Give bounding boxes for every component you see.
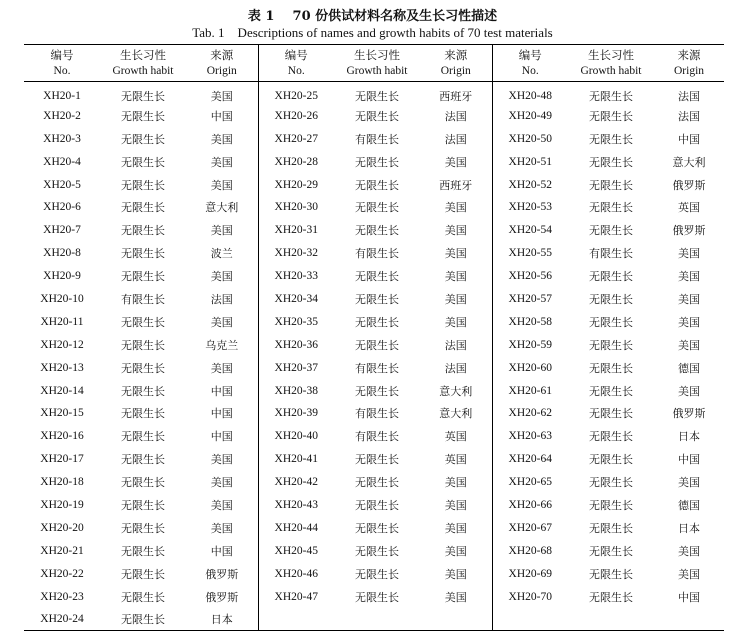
cell-no: XH20-62 bbox=[508, 407, 552, 420]
cell-habit: 无限生长 bbox=[121, 544, 165, 558]
table-row bbox=[24, 585, 724, 608]
header-row bbox=[24, 45, 724, 82]
cell-origin: 德国 bbox=[678, 498, 700, 512]
cell-habit: 无限生长 bbox=[355, 109, 399, 123]
header-origin bbox=[420, 45, 492, 82]
cell-no: XH20-41 bbox=[274, 453, 318, 466]
cell-origin: 英国 bbox=[420, 425, 492, 448]
cell-origin: 法国 bbox=[678, 90, 700, 104]
cell-origin: 中国 bbox=[678, 132, 700, 146]
table-row bbox=[24, 82, 724, 105]
cell-habit: 无限生长 bbox=[355, 292, 399, 306]
table-row bbox=[24, 379, 724, 402]
cell-habit: 无限生长 bbox=[355, 384, 399, 398]
cell-habit: 无限生长 bbox=[121, 384, 165, 398]
cell-habit: 无限生长 bbox=[355, 498, 399, 512]
cell-no: XH20-61 bbox=[508, 384, 552, 397]
cell-habit: 无限生长 bbox=[589, 498, 633, 512]
cell-no: XH20-13 bbox=[40, 361, 84, 374]
cell-no: XH20-60 bbox=[508, 361, 552, 374]
cell-origin: 美国 bbox=[420, 288, 492, 311]
cell-habit: 无限生长 bbox=[355, 201, 399, 215]
cell-no: XH20-64 bbox=[508, 453, 552, 466]
cell-no: XH20-58 bbox=[508, 315, 552, 328]
cell-no: XH20-3 bbox=[43, 132, 81, 145]
cell-habit: 无限生长 bbox=[355, 590, 399, 604]
cell-no: XH20-55 bbox=[508, 247, 552, 260]
header-origin-en: Origin bbox=[440, 64, 471, 77]
cell-no: XH20-16 bbox=[40, 430, 84, 443]
cell-habit: 无限生长 bbox=[121, 338, 165, 352]
cell-no: XH20-44 bbox=[274, 521, 318, 534]
cell-habit: 无限生长 bbox=[121, 590, 165, 604]
cell-origin: 美国 bbox=[678, 544, 700, 558]
cell-no: XH20-54 bbox=[508, 224, 552, 237]
header-origin-en: Origin bbox=[206, 64, 237, 77]
cell-habit: 无限生长 bbox=[589, 384, 633, 398]
cell-no: XH20-27 bbox=[274, 132, 318, 145]
cell-no: XH20-68 bbox=[508, 544, 552, 557]
cell-no: XH20-12 bbox=[40, 338, 84, 351]
cell-origin: 英国 bbox=[678, 201, 700, 215]
cell-origin: 美国 bbox=[186, 494, 258, 517]
cell-habit: 无限生长 bbox=[589, 90, 633, 104]
cell-origin: 意大利 bbox=[186, 196, 258, 219]
cell-habit: 无限生长 bbox=[589, 132, 633, 146]
cell-no: XH20-35 bbox=[274, 315, 318, 328]
cell-origin: 中国 bbox=[186, 402, 258, 425]
cell-no: XH20-10 bbox=[40, 292, 84, 305]
cell-habit: 无限生长 bbox=[589, 270, 633, 284]
cell-no: XH20-17 bbox=[40, 453, 84, 466]
cell-origin: 俄罗斯 bbox=[672, 178, 706, 192]
table-row bbox=[24, 310, 724, 333]
cell-habit: 无限生长 bbox=[589, 544, 633, 558]
table-row bbox=[24, 196, 724, 219]
cell-habit: 无限生长 bbox=[355, 453, 399, 467]
cell-origin: 美国 bbox=[186, 219, 258, 242]
cell-origin: 美国 bbox=[186, 127, 258, 150]
cell-origin: 美国 bbox=[186, 471, 258, 494]
cell-habit: 无限生长 bbox=[121, 132, 165, 146]
cell-habit: 有限生长 bbox=[355, 430, 399, 444]
cell-no: XH20-34 bbox=[274, 292, 318, 305]
cell-habit: 有限生长 bbox=[355, 407, 399, 421]
cell-origin: 美国 bbox=[678, 315, 700, 329]
table-row bbox=[24, 356, 724, 379]
cell-no: XH20-2 bbox=[43, 109, 81, 122]
cell-no: XH20-69 bbox=[508, 567, 552, 580]
cell-origin: 美国 bbox=[186, 448, 258, 471]
cell-origin: 西班牙 bbox=[420, 82, 492, 105]
cell-origin: 西班牙 bbox=[420, 173, 492, 196]
cell-habit: 无限生长 bbox=[589, 109, 633, 123]
cell-origin: 美国 bbox=[420, 196, 492, 219]
cell-origin: 中国 bbox=[678, 453, 700, 467]
cell-habit: 无限生长 bbox=[589, 338, 633, 352]
cell-habit: 无限生长 bbox=[355, 544, 399, 558]
cell-habit: 无限生长 bbox=[121, 178, 165, 192]
cell-habit: 有限生长 bbox=[355, 361, 399, 375]
cell-no: XH20-46 bbox=[274, 567, 318, 580]
cell-origin: 美国 bbox=[420, 242, 492, 265]
cell-habit: 无限生长 bbox=[589, 430, 633, 444]
cell-no: XH20-59 bbox=[508, 338, 552, 351]
cell-no: XH20-70 bbox=[508, 590, 552, 603]
cell-no: XH20-40 bbox=[274, 430, 318, 443]
table-body bbox=[24, 82, 724, 631]
cell-no: XH20-5 bbox=[43, 178, 81, 191]
cell-origin: 美国 bbox=[186, 356, 258, 379]
cell-origin: 中国 bbox=[186, 379, 258, 402]
cell-origin: 法国 bbox=[420, 127, 492, 150]
cell-habit: 无限生长 bbox=[589, 292, 633, 306]
cell-habit: 无限生长 bbox=[355, 270, 399, 284]
cell-habit: 无限生长 bbox=[121, 453, 165, 467]
cell-habit: 无限生长 bbox=[121, 430, 165, 444]
cell-origin: 意大利 bbox=[420, 402, 492, 425]
header-habit-en: Growth habit bbox=[580, 64, 642, 77]
header-origin bbox=[186, 45, 258, 82]
cell-habit: 无限生长 bbox=[121, 567, 165, 581]
cell-origin: 美国 bbox=[186, 173, 258, 196]
table-row bbox=[24, 333, 724, 356]
header-no bbox=[492, 45, 568, 82]
materials-table bbox=[24, 44, 724, 631]
cell-habit: 无限生长 bbox=[355, 224, 399, 238]
header-origin-cn: 来源 bbox=[444, 47, 468, 62]
cell-origin: 美国 bbox=[678, 247, 700, 261]
header-habit-en: Growth habit bbox=[112, 64, 174, 77]
cell-habit: 有限生长 bbox=[355, 247, 399, 261]
cell-habit: 无限生长 bbox=[589, 201, 633, 215]
table-row bbox=[24, 608, 724, 631]
table-row bbox=[24, 127, 724, 150]
cell-origin: 美国 bbox=[420, 494, 492, 517]
table-row bbox=[24, 516, 724, 539]
table-row bbox=[24, 402, 724, 425]
cell-origin: 美国 bbox=[420, 150, 492, 173]
cell-habit: 无限生长 bbox=[589, 567, 633, 581]
cell-habit: 无限生长 bbox=[121, 90, 165, 104]
cell-habit: 无限生长 bbox=[355, 521, 399, 535]
cell-origin: 美国 bbox=[678, 384, 700, 398]
cell-empty bbox=[334, 608, 420, 631]
cell-origin: 中国 bbox=[186, 539, 258, 562]
cell-no: XH20-11 bbox=[40, 315, 84, 328]
cell-origin: 波兰 bbox=[186, 242, 258, 265]
cell-no: XH20-15 bbox=[40, 407, 84, 420]
header-no bbox=[24, 45, 100, 82]
header-no-en: No. bbox=[287, 64, 305, 77]
cell-no: XH20-20 bbox=[40, 521, 84, 534]
cell-no: XH20-50 bbox=[508, 132, 552, 145]
cell-origin: 意大利 bbox=[420, 379, 492, 402]
cell-no: XH20-42 bbox=[274, 476, 318, 489]
table-row bbox=[24, 288, 724, 311]
header-origin bbox=[654, 45, 724, 82]
table-row bbox=[24, 494, 724, 517]
header-habit bbox=[100, 45, 186, 82]
cell-no: XH20-45 bbox=[274, 544, 318, 557]
cell-origin: 意大利 bbox=[672, 155, 706, 169]
cell-origin: 美国 bbox=[678, 567, 700, 581]
cell-origin: 美国 bbox=[420, 219, 492, 242]
table-row bbox=[24, 562, 724, 585]
cell-no: XH20-8 bbox=[43, 247, 81, 260]
cell-origin: 法国 bbox=[678, 109, 700, 123]
cell-habit: 无限生长 bbox=[121, 361, 165, 375]
cell-origin: 美国 bbox=[420, 265, 492, 288]
cell-habit: 无限生长 bbox=[355, 155, 399, 169]
cell-no: XH20-48 bbox=[508, 90, 552, 103]
cell-no: XH20-30 bbox=[274, 201, 318, 214]
cell-habit: 无限生长 bbox=[355, 476, 399, 490]
table-row bbox=[24, 265, 724, 288]
cell-habit: 无限生长 bbox=[589, 178, 633, 192]
cell-no: XH20-67 bbox=[508, 521, 552, 534]
cell-no: XH20-1 bbox=[43, 90, 81, 103]
cell-no: XH20-4 bbox=[43, 155, 81, 168]
cell-origin: 美国 bbox=[186, 516, 258, 539]
cell-origin: 美国 bbox=[420, 471, 492, 494]
cell-origin: 中国 bbox=[186, 425, 258, 448]
cell-origin: 法国 bbox=[186, 288, 258, 311]
cell-no: XH20-6 bbox=[43, 201, 81, 214]
cell-origin: 德国 bbox=[678, 361, 700, 375]
cell-habit: 无限生长 bbox=[121, 224, 165, 238]
cell-no: XH20-18 bbox=[40, 476, 84, 489]
header-no bbox=[258, 45, 334, 82]
cell-habit: 无限生长 bbox=[355, 338, 399, 352]
cell-no: XH20-43 bbox=[274, 498, 318, 511]
cell-habit: 无限生长 bbox=[589, 315, 633, 329]
cell-no: XH20-32 bbox=[274, 247, 318, 260]
table-title-en: Tab. 1 Descriptions of names and growth habits of 70 test materials bbox=[192, 25, 553, 40]
cell-no: XH20-52 bbox=[508, 178, 552, 191]
cell-origin: 美国 bbox=[678, 476, 700, 490]
cell-no: XH20-63 bbox=[508, 430, 552, 443]
header-habit bbox=[334, 45, 420, 82]
cell-habit: 无限生长 bbox=[121, 476, 165, 490]
header-origin-cn: 来源 bbox=[210, 47, 234, 62]
cell-habit: 无限生长 bbox=[121, 155, 165, 169]
cell-habit: 无限生长 bbox=[121, 521, 165, 535]
cell-no: XH20-31 bbox=[274, 224, 318, 237]
cell-habit: 无限生长 bbox=[121, 315, 165, 329]
cell-no: XH20-66 bbox=[508, 498, 552, 511]
cell-empty bbox=[654, 608, 724, 631]
header-origin-en: Origin bbox=[673, 64, 705, 77]
cell-habit: 无限生长 bbox=[355, 90, 399, 104]
table-row bbox=[24, 104, 724, 127]
cell-habit: 无限生长 bbox=[355, 178, 399, 192]
cell-origin: 美国 bbox=[186, 265, 258, 288]
cell-origin: 俄罗斯 bbox=[672, 224, 706, 238]
cell-no: XH20-36 bbox=[274, 338, 318, 351]
cell-habit: 无限生长 bbox=[355, 315, 399, 329]
cell-origin: 美国 bbox=[420, 585, 492, 608]
header-no-cn: 编号 bbox=[284, 47, 308, 62]
cell-origin: 俄罗斯 bbox=[186, 585, 258, 608]
header-no-en: No. bbox=[53, 64, 71, 77]
cell-origin: 美国 bbox=[186, 150, 258, 173]
cell-origin: 中国 bbox=[678, 590, 700, 604]
cell-origin: 美国 bbox=[420, 516, 492, 539]
cell-empty bbox=[568, 608, 654, 631]
header-origin-cn: 来源 bbox=[677, 47, 701, 62]
cell-habit: 无限生长 bbox=[589, 590, 633, 604]
table-title-cn: 表 1 70 份供试材料名称及生长习性描述 bbox=[247, 9, 498, 24]
header-no-cn: 编号 bbox=[518, 47, 542, 62]
cell-no: XH20-23 bbox=[40, 590, 84, 603]
cell-habit: 无限生长 bbox=[121, 201, 165, 215]
table-row bbox=[24, 471, 724, 494]
cell-no: XH20-24 bbox=[40, 613, 84, 626]
cell-origin: 美国 bbox=[678, 270, 700, 284]
cell-origin: 乌克兰 bbox=[186, 333, 258, 356]
cell-no: XH20-7 bbox=[43, 224, 81, 237]
cell-origin: 俄罗斯 bbox=[186, 562, 258, 585]
cell-empty bbox=[258, 608, 334, 631]
header-habit-en: Growth habit bbox=[346, 64, 408, 77]
cell-no: XH20-56 bbox=[508, 270, 552, 283]
cell-habit: 无限生长 bbox=[121, 498, 165, 512]
cell-no: XH20-25 bbox=[274, 90, 318, 103]
table-row bbox=[24, 242, 724, 265]
table-row bbox=[24, 219, 724, 242]
cell-no: XH20-22 bbox=[40, 567, 84, 580]
table-row bbox=[24, 539, 724, 562]
cell-origin: 美国 bbox=[678, 338, 700, 352]
cell-no: XH20-53 bbox=[508, 201, 552, 214]
cell-no: XH20-28 bbox=[274, 155, 318, 168]
cell-no: XH20-33 bbox=[274, 270, 318, 283]
cell-habit: 有限生长 bbox=[355, 132, 399, 146]
cell-no: XH20-47 bbox=[274, 590, 318, 603]
header-no-cn: 编号 bbox=[50, 47, 74, 62]
header-habit-cn: 生长习性 bbox=[354, 47, 400, 62]
cell-no: XH20-19 bbox=[40, 498, 84, 511]
cell-habit: 无限生长 bbox=[589, 521, 633, 535]
cell-habit: 无限生长 bbox=[121, 613, 165, 627]
cell-no: XH20-57 bbox=[508, 292, 552, 305]
cell-origin: 美国 bbox=[678, 292, 700, 306]
cell-origin: 俄罗斯 bbox=[672, 407, 706, 421]
header-habit-cn: 生长习性 bbox=[588, 47, 634, 62]
cell-origin: 法国 bbox=[420, 333, 492, 356]
cell-no: XH20-26 bbox=[274, 109, 318, 122]
header-habit bbox=[568, 45, 654, 82]
table-row bbox=[24, 173, 724, 196]
cell-origin: 法国 bbox=[420, 104, 492, 127]
cell-origin: 中国 bbox=[186, 104, 258, 127]
cell-origin: 美国 bbox=[420, 310, 492, 333]
cell-no: XH20-51 bbox=[508, 155, 552, 168]
header-no-en: No. bbox=[521, 64, 539, 77]
table-row bbox=[24, 448, 724, 471]
cell-origin: 日本 bbox=[678, 430, 700, 444]
cell-no: XH20-14 bbox=[40, 384, 84, 397]
cell-habit: 有限生长 bbox=[121, 292, 165, 306]
cell-habit: 无限生长 bbox=[589, 407, 633, 421]
cell-habit: 无限生长 bbox=[121, 247, 165, 261]
cell-no: XH20-9 bbox=[43, 270, 81, 283]
cell-origin: 日本 bbox=[186, 608, 258, 631]
cell-empty bbox=[420, 608, 492, 631]
cell-origin: 美国 bbox=[420, 562, 492, 585]
cell-no: XH20-21 bbox=[40, 544, 84, 557]
cell-origin: 美国 bbox=[186, 310, 258, 333]
cell-habit: 无限生长 bbox=[121, 270, 165, 284]
cell-no: XH20-37 bbox=[274, 361, 318, 374]
cell-no: XH20-65 bbox=[508, 476, 552, 489]
cell-habit: 无限生长 bbox=[355, 567, 399, 581]
cell-habit: 无限生长 bbox=[121, 407, 165, 421]
cell-no: XH20-29 bbox=[274, 178, 318, 191]
cell-no: XH20-49 bbox=[508, 109, 552, 122]
cell-origin: 日本 bbox=[678, 521, 700, 535]
table-row bbox=[24, 425, 724, 448]
cell-habit: 无限生长 bbox=[121, 109, 165, 123]
cell-origin: 法国 bbox=[420, 356, 492, 379]
cell-habit: 无限生长 bbox=[589, 453, 633, 467]
cell-no: XH20-39 bbox=[274, 407, 318, 420]
cell-habit: 有限生长 bbox=[589, 247, 633, 261]
cell-origin: 美国 bbox=[186, 82, 258, 105]
cell-empty bbox=[492, 608, 568, 631]
cell-habit: 无限生长 bbox=[589, 224, 633, 238]
cell-origin: 英国 bbox=[420, 448, 492, 471]
cell-origin: 美国 bbox=[420, 539, 492, 562]
header-habit-cn: 生长习性 bbox=[120, 47, 166, 62]
table-row bbox=[24, 150, 724, 173]
cell-habit: 无限生长 bbox=[589, 476, 633, 490]
cell-habit: 无限生长 bbox=[589, 361, 633, 375]
cell-no: XH20-38 bbox=[274, 384, 318, 397]
cell-habit: 无限生长 bbox=[589, 155, 633, 169]
